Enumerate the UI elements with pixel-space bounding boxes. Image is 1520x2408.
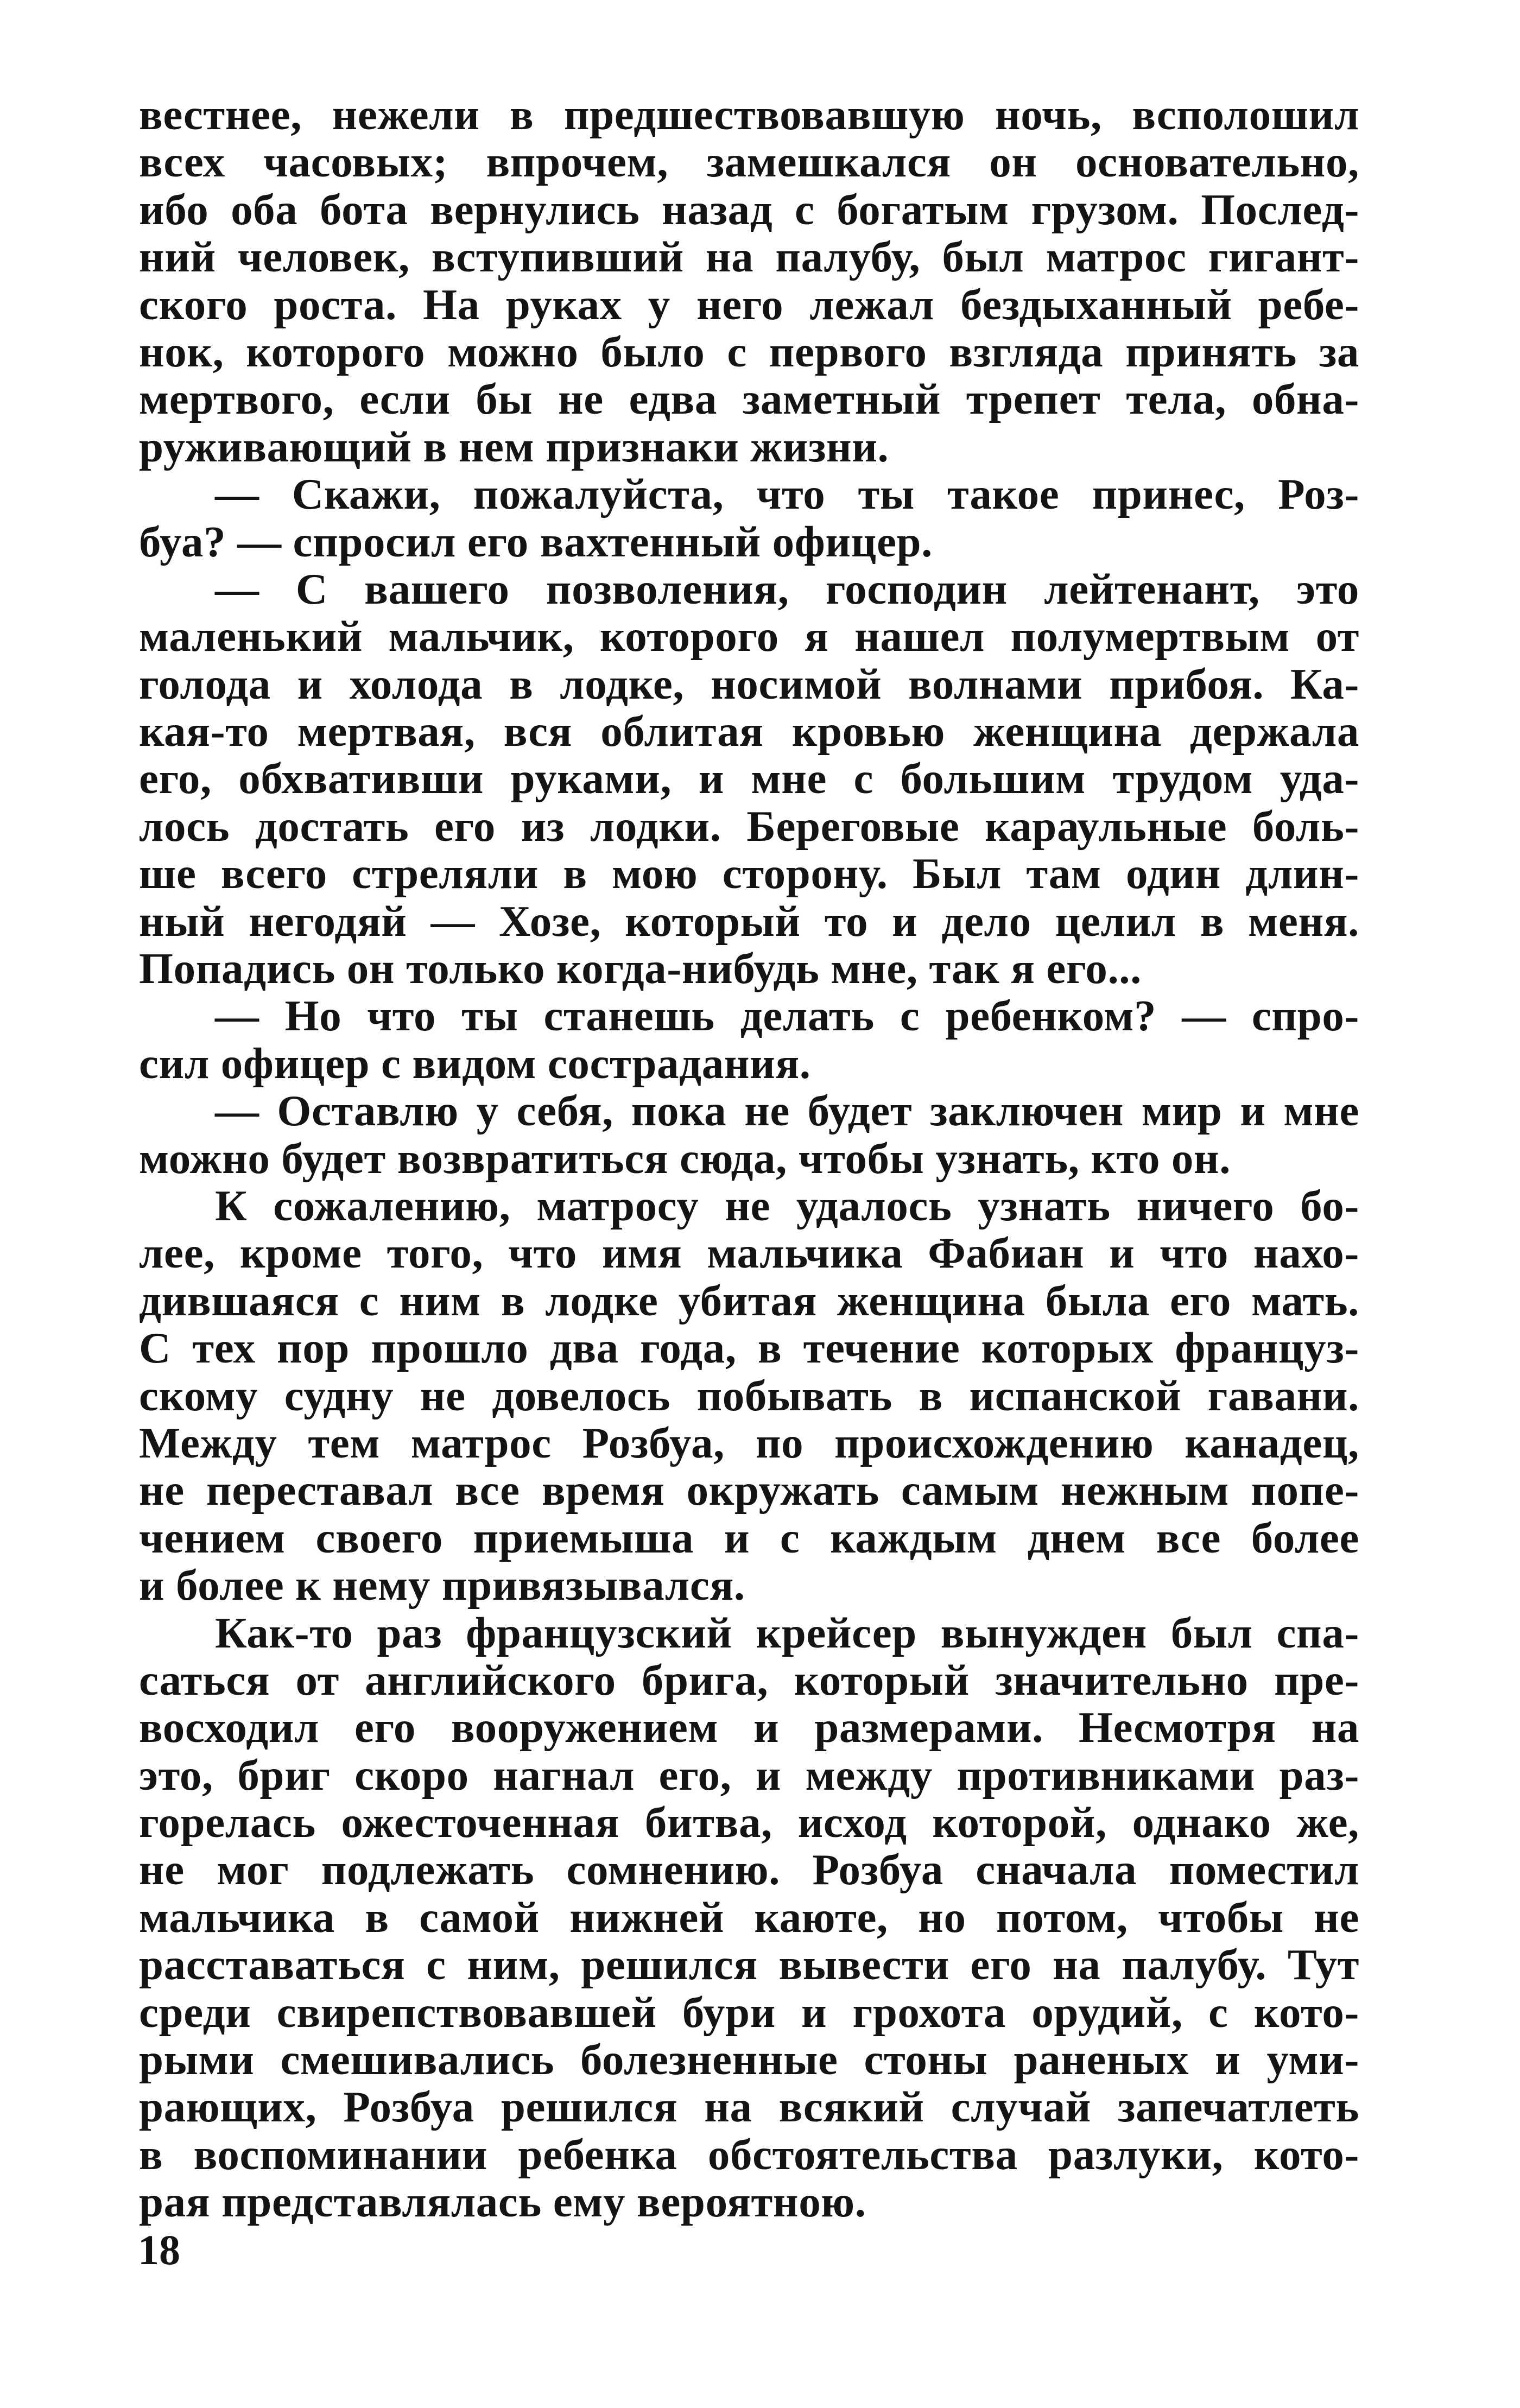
text-line: мальчика в самой нижней каюте, но потом, чтобы не: [139, 1893, 1359, 1942]
text-line: можно будет возвратиться сюда, чтобы узнать, кто он.: [139, 1135, 1231, 1182]
text-line: Попадись он только когда-нибудь мне, так я его...: [139, 945, 1142, 993]
text-line: расставаться с ним, решился вывести его на палубу. Тут: [139, 1941, 1359, 1989]
text-line: ибо оба бота вернулись назад с богатым грузом. Послед-: [139, 186, 1359, 234]
text-line: не переставал все время окружать самым нежным попе-: [139, 1467, 1359, 1514]
text-line: буа? — спросил его вахтенный офицер.: [139, 518, 933, 566]
text-line: С тех пор прошло два года, в течение которых француз-: [139, 1325, 1359, 1372]
text-line: и более к нему привязывался.: [139, 1562, 745, 1609]
text-line: его, обхвативши руками, и мне с большим трудом уда-: [139, 755, 1359, 803]
text-line: голода и холода в лодке, носимой волнами прибоя. Ка-: [139, 660, 1359, 708]
text-line: вестнее, нежели в предшествовавшую ночь, всполошил: [139, 91, 1359, 139]
text-line: горелась ожесточенная битва, исход которой, однако же,: [139, 1799, 1359, 1847]
text-line: маленький мальчик, которого я нашел полумертвым от: [139, 613, 1359, 661]
text-line: ше всего стреляли в мою сторону. Был там один длин-: [139, 850, 1359, 898]
text-line: среди свирепствовавшей бури и грохота орудий, с кото-: [139, 1988, 1359, 2037]
text-line: Между тем матрос Розбуа, по происхождению канадец,: [139, 1419, 1359, 1467]
text-line: рыми смешивались болезненные стоны раненых и уми-: [139, 2036, 1359, 2084]
text-line: чением своего приемыша и с каждым днем все более: [139, 1514, 1359, 1562]
text-line: — Но что ты станешь делать с ребенком? — спро-: [215, 992, 1359, 1040]
text-line: не мог подлежать сомнению. Розбуа сначала поместил: [139, 1846, 1359, 1894]
text-line: ний человек, вступивший на палубу, был матрос гигант-: [139, 233, 1359, 281]
text-line: саться от английского брига, который значительно пре-: [139, 1656, 1359, 1704]
text-line: — С вашего позволения, господин лейтенант, это: [215, 565, 1359, 613]
text-line: в воспоминании ребенка обстоятельства разлуки, кото-: [139, 2131, 1359, 2179]
body-text: [139, 91, 1359, 2226]
text-line: нок, которого можно было с первого взгляда принять за: [139, 328, 1359, 376]
text-line: скому судну не довелось побывать в испанской гавани.: [139, 1372, 1359, 1420]
text-line: — Оставлю у себя, пока не будет заключен мир и мне: [215, 1087, 1359, 1135]
text-line: это, бриг скоро нагнал его, и между противниками раз-: [139, 1751, 1359, 1799]
text-line: мертвого, если бы не едва заметный трепет тела, обна-: [139, 376, 1359, 423]
text-line: — Скажи, пожалуйста, что ты такое принес, Роз-: [215, 471, 1359, 518]
text-line: кая-то мертвая, вся облитая кровью женщина держала: [139, 708, 1359, 756]
text-line: дившаяся с ним в лодке убитая женщина была его мать.: [139, 1277, 1359, 1325]
text-line: сил офицер с видом сострадания.: [139, 1040, 811, 1088]
text-line: ный негодяй — Хозе, который то и дело целил в меня.: [139, 897, 1359, 946]
text-line: рающих, Розбуа решился на всякий случай запечатлеть: [139, 2083, 1359, 2131]
page-number: 18: [138, 2226, 180, 2273]
text-line: лось достать его из лодки. Береговые караульные боль-: [139, 802, 1359, 851]
text-line: Как-то раз французский крейсер вынужден был спа-: [215, 1609, 1359, 1657]
text-line: лее, кроме того, что имя мальчика Фабиан и что нахо-: [139, 1230, 1359, 1277]
text-line: руживающий в нем признаки жизни.: [139, 423, 889, 471]
text-line: ского роста. На руках у него лежал бездыханный ребе-: [139, 281, 1359, 328]
text-line: восходил его вооружением и размерами. Несмотря на: [139, 1704, 1359, 1752]
text-line: всех часовых; впрочем, замешкался он основательно,: [139, 138, 1359, 186]
text-line: рая представлялась ему вероятною.: [139, 2178, 866, 2226]
text-line: К сожалению, матросу не удалось узнать ничего бо-: [215, 1182, 1359, 1230]
